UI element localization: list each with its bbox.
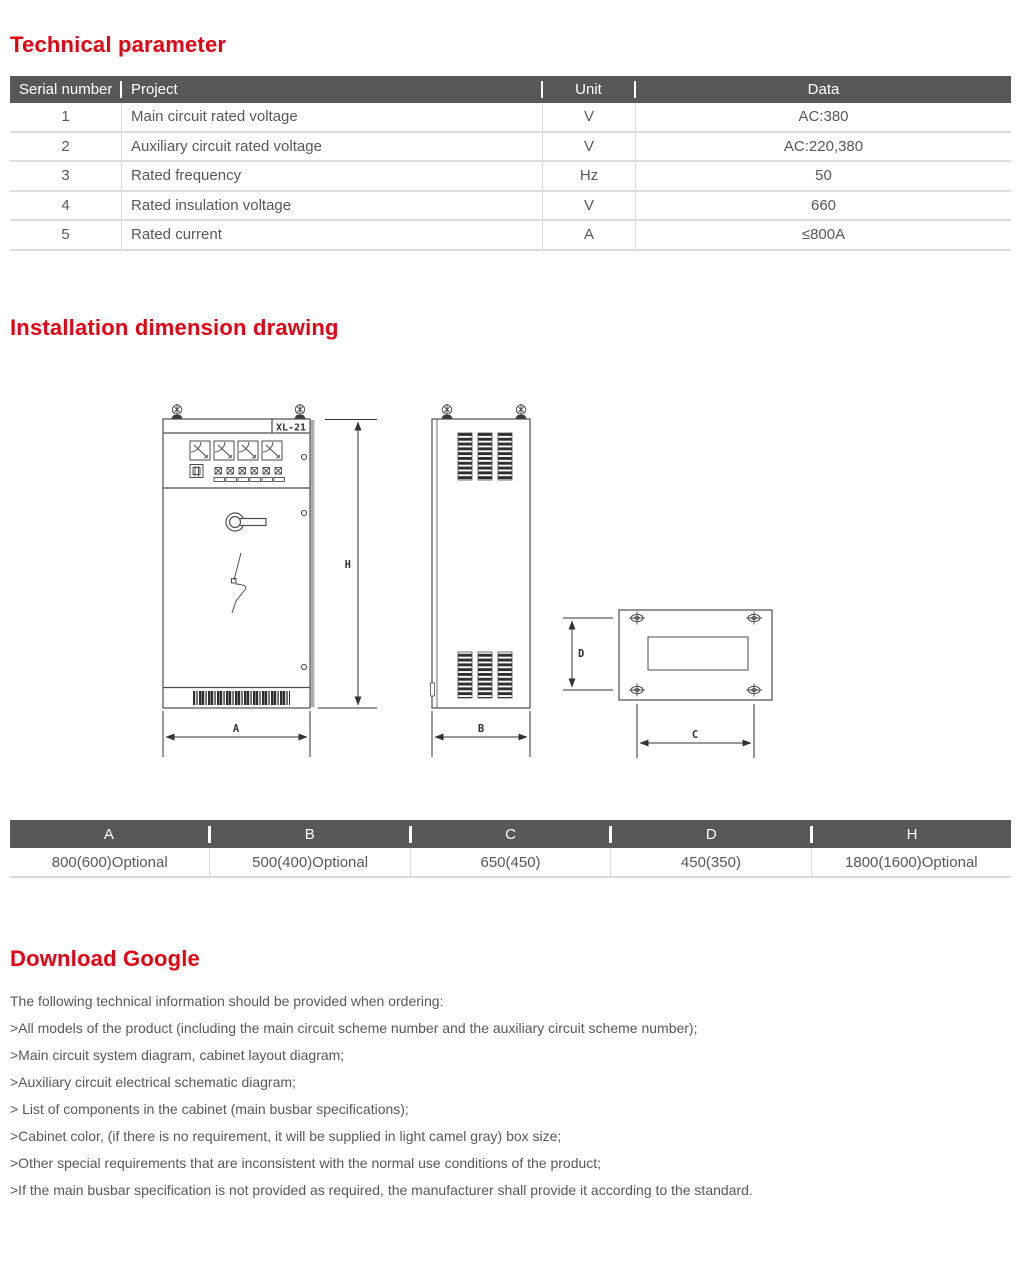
cabinet-top-outline — [619, 610, 772, 700]
ordering-line: >Main circuit system diagram, cabinet layout diagram; — [10, 1047, 345, 1063]
vent-grille — [193, 691, 290, 705]
dim-cell-h: 1800(1600)Optional — [845, 854, 978, 871]
spec-col-header-serial: Serial number — [10, 81, 122, 98]
ordering-line: >If the main busbar specification is not provided as required, the manufacturer shall provide it according to the standard. — [10, 1182, 753, 1198]
ordering-information-list — [10, 988, 1010, 1204]
spec-cell-data: 50 — [815, 167, 832, 185]
mounting-hole-icon — [629, 684, 645, 697]
ordering-line: >Cabinet color, (if there is no requirement, it will be supplied in light camel gray) box size; — [10, 1128, 562, 1144]
mounting-hole-icon — [746, 684, 762, 697]
spec-cell-project: Rated current — [122, 221, 543, 249]
dim-cell-d: 450(350) — [611, 848, 811, 876]
table-row — [10, 192, 1011, 222]
ordering-line: >Other special requirements that are inconsistent with the normal use conditions of the product; — [10, 1155, 602, 1171]
spec-cell-unit: Hz — [543, 162, 636, 190]
spec-cell-serial: 3 — [10, 162, 122, 190]
cable-entry-opening — [648, 637, 748, 670]
dimension-table-header-row — [10, 820, 1011, 848]
spec-cell-data: AC:220,380 — [783, 137, 864, 155]
spec-cell-project: Main circuit rated voltage — [122, 103, 543, 131]
installation-drawing — [140, 395, 820, 770]
spec-cell-data: ≤800A — [801, 226, 846, 244]
cabinet-front-outline — [163, 419, 310, 708]
table-row — [10, 221, 1011, 251]
spec-cell-serial: 2 — [10, 133, 122, 161]
spec-cell-unit: V — [543, 133, 636, 161]
dim-label-a: A — [232, 723, 240, 735]
vent-grille — [458, 433, 512, 698]
ordering-line: >All models of the product (including the main circuit scheme number and the auxiliary circuit scheme number); — [10, 1020, 698, 1036]
dim-label-b: B — [477, 723, 485, 735]
door-handle-icon — [226, 513, 266, 531]
spec-cell-serial: 5 — [10, 221, 122, 249]
dim-cell-b: 500(400)Optional — [210, 848, 410, 876]
lifting-eye-icon — [294, 404, 306, 419]
top-view — [619, 610, 772, 700]
table-row — [10, 848, 1011, 878]
ordering-line: >Auxiliary circuit electrical schematic diagram; — [10, 1074, 296, 1090]
dim-col-header-d: D — [612, 826, 813, 843]
front-view — [163, 404, 314, 708]
spec-table-header-row — [10, 76, 1011, 103]
spec-cell-data: 660 — [810, 196, 837, 214]
dim-label-h: H — [344, 559, 351, 571]
spec-cell-project: Rated frequency — [122, 162, 543, 190]
cabinet-side-edge — [311, 420, 315, 707]
spec-cell-unit: V — [543, 192, 636, 220]
spec-cell-serial: 1 — [10, 103, 122, 131]
control-button-icon — [190, 465, 203, 478]
table-row — [10, 103, 1011, 133]
indicator-light-icons — [214, 468, 285, 482]
dim-col-header-h: H — [906, 825, 918, 843]
model-label: XL-21 — [275, 422, 307, 434]
spec-cell-unit: V — [543, 103, 636, 131]
panel-meter-icons — [190, 441, 282, 460]
dim-col-header-b: B — [211, 826, 412, 843]
dimension-table — [10, 820, 1011, 878]
dim-cell-c: 650(450) — [411, 848, 611, 876]
cabinet-dimension-drawing — [140, 395, 820, 770]
side-view — [431, 404, 531, 708]
spec-cell-serial: 4 — [10, 192, 122, 220]
spec-cell-unit: A — [543, 221, 636, 249]
lifting-eye-icon — [515, 404, 527, 419]
spec-cell-data: AC:380 — [798, 108, 849, 125]
dim-label-d: D — [578, 648, 585, 660]
installation-dimension-heading: Installation dimension drawing — [10, 315, 339, 340]
mounting-hole-icon — [746, 612, 762, 625]
spec-cell-project: Auxiliary circuit rated voltage — [122, 133, 543, 161]
ordering-line: > List of components in the cabinet (main busbar specifications); — [10, 1101, 409, 1117]
download-google-heading: Download Google — [10, 946, 200, 971]
dim-cell-a: 800(600)Optional — [10, 848, 210, 876]
dim-col-header-c: C — [412, 826, 613, 843]
mounting-hole-icon — [629, 612, 645, 625]
spec-cell-project: Rated insulation voltage — [122, 192, 543, 220]
lifting-eye-icon — [171, 404, 183, 419]
lifting-eye-icon — [441, 404, 453, 419]
spec-col-header-project: Project — [122, 81, 543, 98]
dim-col-header-a: A — [10, 826, 211, 843]
table-row — [10, 133, 1011, 163]
spec-col-header-data: Data — [807, 81, 840, 98]
technical-parameter-heading: Technical parameter — [10, 32, 227, 57]
dim-label-c: C — [691, 729, 699, 741]
table-row — [10, 162, 1011, 192]
ordering-line: The following technical information should be provided when ordering: — [10, 993, 444, 1009]
spec-col-header-unit: Unit — [543, 81, 636, 98]
door-fixing-dots — [301, 454, 306, 669]
high-voltage-arrow-icon — [232, 553, 246, 613]
spec-table — [10, 76, 1011, 251]
